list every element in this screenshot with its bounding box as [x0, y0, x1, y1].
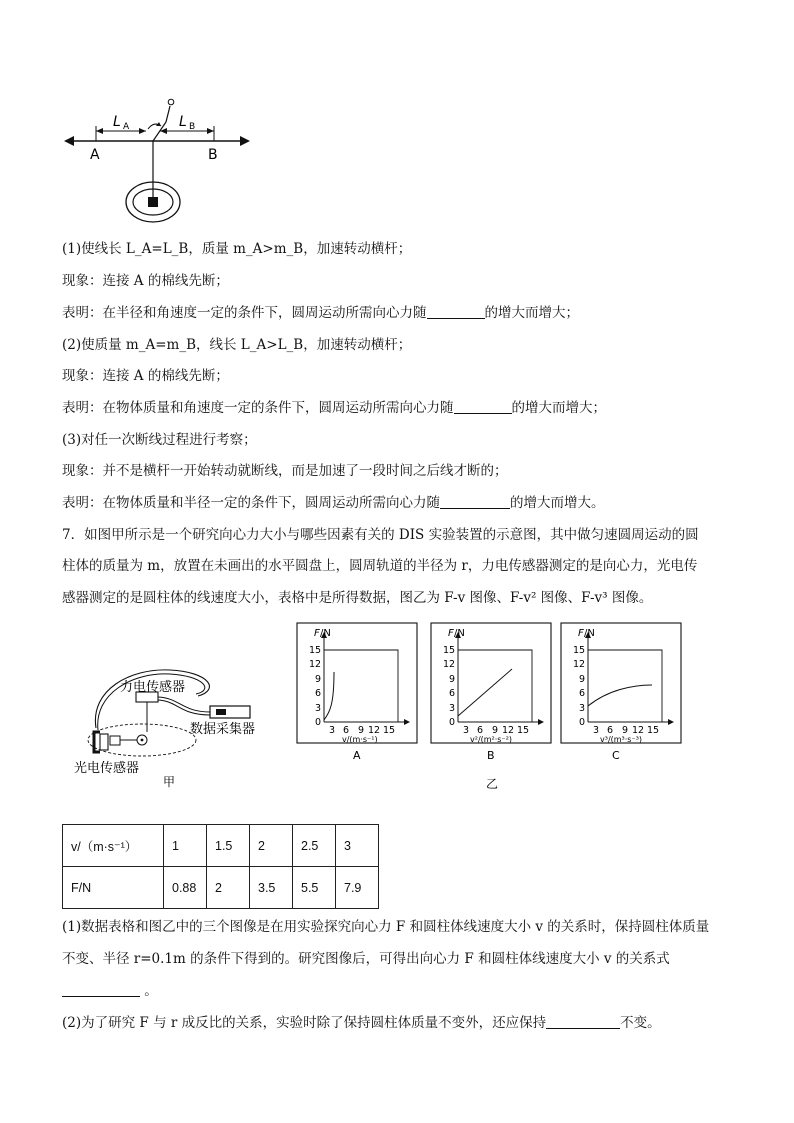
table-header-v: v/（m·s⁻¹） — [63, 825, 164, 867]
force-sensor-label: 力电传感器 — [120, 680, 186, 695]
caption-a: A — [353, 749, 361, 762]
photo-sensor-label: 光电传感器 — [74, 761, 140, 776]
svg-text:15: 15 — [573, 645, 586, 656]
svg-text:3: 3 — [463, 725, 470, 736]
table-cell: 5.5 — [293, 867, 336, 909]
table-cell: 1.5 — [207, 825, 250, 867]
x-label-b: v²/(m²·s⁻²) — [470, 735, 513, 744]
q6-p3-condition: (3)对任一次断线过程进行考察； — [62, 432, 257, 448]
svg-text:9: 9 — [449, 674, 456, 685]
graph-a — [297, 623, 417, 762]
svg-text:9: 9 — [492, 725, 499, 736]
label-lb-sub: B — [189, 122, 196, 132]
q6-p1-condition: (1)使线长 L_A=L_B，质量 m_A>m_B，加速转动横杆； — [62, 241, 412, 257]
caption-yi: 乙 — [486, 777, 499, 791]
table-header-f: F/N — [63, 867, 164, 909]
svg-text:6: 6 — [449, 688, 456, 699]
svg-text:9: 9 — [579, 674, 586, 685]
q7-q1-line-3: 。 — [62, 982, 158, 1000]
svg-text:9: 9 — [315, 674, 322, 685]
x-label-a: v/(m·s⁻¹) — [342, 735, 378, 744]
graphs-figure — [296, 622, 686, 794]
table-cell: 2 — [250, 825, 293, 867]
answer-blank[interactable] — [427, 304, 485, 319]
svg-text:/N: /N — [584, 628, 595, 639]
table-cell: 3.5 — [250, 867, 293, 909]
q6-p2-phenomenon: 现象：连接 A 的棉线先断； — [62, 368, 229, 384]
svg-text:9: 9 — [358, 725, 365, 736]
svg-text:/N: /N — [454, 628, 465, 639]
svg-text:12: 12 — [368, 725, 381, 736]
table-cell: 1 — [164, 825, 207, 867]
svg-text:0: 0 — [579, 717, 586, 728]
svg-text:0: 0 — [315, 717, 322, 728]
graph-b — [431, 623, 551, 762]
label-la-sub: A — [123, 122, 130, 132]
svg-text:15: 15 — [309, 645, 322, 656]
q7-intro-line-2: 柱体的质量为 m，放置在未画出的水平圆盘上，圆周轨道的半径为 r，力电传感器测定的是向心力，光电传 — [62, 558, 698, 574]
answer-blank[interactable] — [454, 399, 512, 414]
svg-text:6: 6 — [315, 688, 322, 699]
table-cell: 0.88 — [164, 867, 207, 909]
svg-text:9: 9 — [622, 725, 629, 736]
svg-text:12: 12 — [443, 659, 456, 670]
dis-apparatus-figure — [70, 660, 270, 795]
q6-p1-conclusion: 表明：在半径和角速度一定的条件下，圆周运动所需向心力随 的增大而增大； — [62, 305, 579, 321]
svg-text:6: 6 — [343, 725, 350, 736]
q6-p3-conclusion: 表明：在物体质量和半径一定的条件下，圆周运动所需向心力随 的增大而增大。 — [62, 495, 605, 511]
q6-p2-condition: (2)使质量 m_A=m_B，线长 L_A>L_B，加速转动横杆； — [62, 337, 412, 353]
svg-text:/N: /N — [320, 628, 331, 639]
label-a: A — [90, 147, 100, 163]
table-cell: 2.5 — [293, 825, 336, 867]
x-label-c: v³/(m³·s⁻³) — [600, 735, 643, 744]
svg-text:6: 6 — [579, 688, 586, 699]
table-cell: 7.9 — [336, 867, 379, 909]
svg-text:12: 12 — [632, 725, 645, 736]
svg-text:3: 3 — [579, 703, 586, 714]
table-cell: 2 — [207, 867, 250, 909]
svg-text:12: 12 — [309, 659, 322, 670]
caption-c: C — [612, 749, 620, 762]
svg-text:3: 3 — [329, 725, 336, 736]
q7-intro-line-1: 7．如图甲所示是一个研究向心力大小与哪些因素有关的 DIS 实验装置的示意图，其中做匀速圆周运动的圆 — [62, 527, 699, 543]
rotating-bar-figure — [62, 96, 252, 226]
q6-p1-phenomenon: 现象：连接 A 的棉线先断； — [62, 273, 229, 289]
svg-text:15: 15 — [443, 645, 456, 656]
label-lb: L — [179, 114, 187, 130]
graph-c — [561, 623, 681, 762]
svg-text:6: 6 — [607, 725, 614, 736]
svg-text:12: 12 — [502, 725, 515, 736]
answer-blank[interactable] — [440, 494, 510, 509]
svg-text:3: 3 — [593, 725, 600, 736]
table-row — [63, 825, 379, 867]
answer-blank[interactable] — [62, 982, 140, 997]
svg-text:3: 3 — [449, 703, 456, 714]
q7-q1-line-1: (1)数据表格和图乙中的三个图像是在用实验探究向心力 F 和圆柱体线速度大小 v 的关系时，保持圆柱体质量 — [62, 919, 710, 935]
svg-text:F: F — [448, 628, 454, 639]
label-la: L — [113, 114, 121, 130]
caption-jia: 甲 — [163, 775, 176, 789]
svg-text:3: 3 — [315, 703, 322, 714]
svg-text:15: 15 — [383, 725, 396, 736]
svg-text:F: F — [578, 628, 584, 639]
svg-text:15: 15 — [517, 725, 530, 736]
svg-text:15: 15 — [647, 725, 660, 736]
table-row — [63, 867, 379, 909]
label-b: B — [208, 147, 218, 163]
data-table — [62, 824, 379, 909]
q7-q1-line-2: 不变、半径 r=0.1m 的条件下得到的。研究图像后，可得出向心力 F 和圆柱体线速度大小 v 的关系式 — [62, 951, 670, 967]
collector-label: 数据采集器 — [190, 722, 256, 737]
table-cell: 3 — [336, 825, 379, 867]
q7-q2: (2)为了研究 F 与 r 成反比的关系，实验时除了保持圆柱体质量不变外，还应保持 不变。 — [62, 1015, 661, 1031]
svg-text:12: 12 — [573, 659, 586, 670]
answer-blank[interactable] — [546, 1014, 620, 1029]
q6-p2-conclusion: 表明：在物体质量和角速度一定的条件下，圆周运动所需向心力随 的增大而增大； — [62, 400, 606, 416]
caption-b: B — [487, 749, 495, 762]
svg-text:F: F — [314, 628, 320, 639]
svg-text:6: 6 — [477, 725, 484, 736]
q6-p3-phenomenon: 现象：并不是横杆一开始转动就断线，而是加速了一段时间之后线才断的； — [62, 463, 508, 479]
svg-text:0: 0 — [449, 717, 456, 728]
q7-intro-line-3: 感器测定的是圆柱体的线速度大小，表格中是所得数据，图乙为 F-v 图像、F-v² 图像、F-v³ 图像。 — [62, 590, 653, 606]
